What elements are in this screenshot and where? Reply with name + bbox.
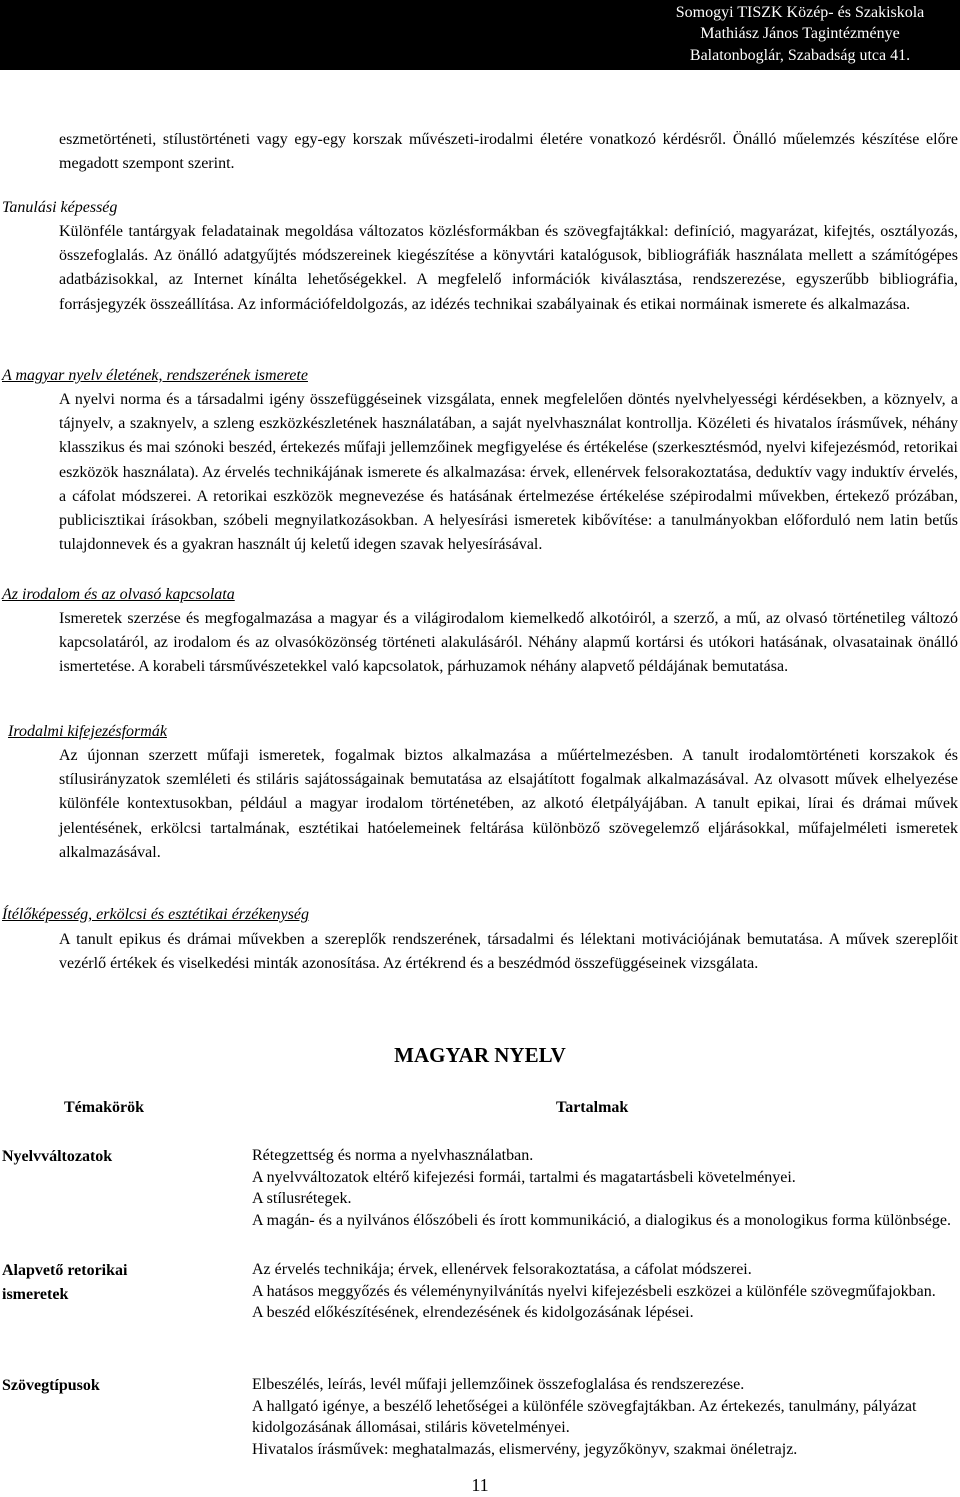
page-header — [0, 0, 960, 70]
header-school-name: Somogyi TISZK Közép- és Szakiskola — [675, 4, 925, 21]
paragraph-irodalom-olvaso: Ismeretek szerzése és megfogalmazása a magyar és a világirodalom kiemelkedő alkotóiról, a szerző, a mű, az olvasó történetileg változó kapcsolatáról, az irodalom és az olvasóközönség történeti alakulásáról. Néhány alapmű kortársi és utókori hatásának, olvasatainak önálló ismertetése. A korabeli társművészetekkel való kapcsolatok, párhuzamok néhány alapvető példájának bemutatása. — [59, 610, 958, 676]
page-number: 11 — [471, 1475, 489, 1495]
paragraph-magyar-nyelv-elete: A nyelvi norma és a társadalmi igény összefüggéseinek vizsgálata, ennek megfelelően döntés nyelvhelyességi kérdésekben, a köznyelv, a tájnyelv, a szaknyelv, a szleng eszközkészletének használatában, a saját nyelvhasználat kontrollja. Közéleti és hivatalos írásművek, néhány klasszikus és mai szónoki beszéd, értekezés műfaji jellemzőinek megfigyelése és értékelése (szerkesztésmód, nyelvi kifejezésmód, retorikai eszközök használata). Az érvelés technikájának ismerete és alkalmazása: érvek, ellenérvek felsorakoztatása, deduktív vagy induktív érvelés, a cáfolat módszerei. A retorikai eszközök megnevezése és hatásának értelmezése értékelése szépirodalmi művekben, értekező prózában, publicisztikai írásokban, szóbeli megnyilatkozásokban. A helyesírási ismeretek kibővítése: a tanulmányokban előforduló nem latin betűs tulajdonnevek és a gyakran használt új keletű idegen szavak helyesírásával. — [59, 391, 958, 554]
heading-tanulasi-kepesseg: Tanulási képesség — [2, 199, 118, 216]
content-line: A stílusrétegek. — [252, 1190, 352, 1208]
content-line: Elbeszélés, leírás, levél műfaji jellemzőinek összefoglalása és rendszerezése. — [252, 1376, 745, 1393]
paragraph-tanulasi-kepesseg: Különféle tantárgyak feladatainak megoldása változatos közlésformákban és szövegfajtákkal: definíció, magyarázat, kifejtés, osztályozás, összefoglalás. Az önálló adatgyűjtés módszereinek kiegészítése a könyvtári katalógusok, bibliográfiák használata mellett a számítógépes adatbázisokkal, az Internet kínálta lehetőségekkel. A megfelelő információk kiválasztása, rendszerezése, egyszerűbb bibliográfia, forrásjegyzék összeállítása. Az információfeldolgozás, az idézés technikai szabályainak és etikai normáinak ismerete és alkalmazása. — [59, 223, 958, 313]
paragraph-itelokepesseg: A tanult epikus és drámai művekben a szereplők rendszerének, társadalmi és lélektani motivációjának bemutatása. A művek szereplőit vezérlő értékek és viselkedési minták azonosítása. Az értékrend és a beszédmód összefüggéseinek vizsgálata. — [59, 931, 958, 973]
header-address: Balatonboglár, Szabadság utca 41. — [689, 47, 911, 64]
content-line: A hatásos meggyőzés és véleménynyilvánítás nyelvi kifejezésbeli eszközei a különféle szövegműfajokban. — [252, 1282, 936, 1300]
topic-szovegtipusok: Szövegtípusok — [2, 1377, 100, 1394]
content-szovegtipusok — [252, 1374, 958, 1461]
paragraph-irodalmi-kifejezesformak: Az újonnan szerzett műfaji ismeretek, fogalmak biztos alkalmazása a műértelmezésben. A tanult irodalomtörténeti korszakok és stílusirányzatok szemléleti és stiláris sajátosságainak bemutatása az elsajátított fogalmak alkalmazásával. Az olvasott művek elhelyezése különféle kontextusokban, például a magyar irodalom történetében, az alkotó életpályájában. A tanult epikai, lírai és drámai művek jelentésének, erkölcsi tartalmának, esztétikai hatóelemeinek feltárása különböző szövegelemző eljárásokkal, műfajelméleti ismeretek alkalmazásával. — [59, 747, 958, 861]
intro-paragraph: eszmetörténeti, stílustörténeti vagy egy-egy korszak művészeti-irodalmi életére vonatkozó kérdésről. Önálló műelemzés készítése előre megadott szempont szerint. — [59, 131, 958, 173]
content-line: A nyelvváltozatok eltérő kifejezési formái, tartalmi és magatartásbeli követelményei. — [252, 1168, 796, 1186]
heading-magyar-nyelv-elete: A magyar nyelv életének, rendszerének ismerete — [2, 367, 308, 384]
content-line: A beszéd előkészítésének, elrendezésének és kidolgozásának lépései. — [252, 1304, 694, 1322]
content-line: Rétegzettség és norma a nyelvhasználatban. — [252, 1147, 534, 1164]
content-line: Hivatalos írásművek: meghatalmazás, elismervény, jegyzőkönyv, szakmai önéletrajz. — [252, 1441, 798, 1459]
header-branch-name: Mathiász János Tagintézménye — [700, 25, 900, 42]
topic-alapveto-retorikai-ismeretek: Alapvető retorikai ismeretek — [2, 1262, 128, 1303]
section-title: MAGYAR NYELV — [394, 1043, 566, 1067]
content-alapveto-retorikai-ismeretek — [252, 1259, 958, 1324]
column-header-temakorok: Témakörök — [64, 1099, 144, 1116]
heading-irodalom-olvaso: Az irodalom és az olvasó kapcsolata — [2, 586, 235, 603]
content-line: Az érvelés technikája; érvek, ellenérvek felsorakoztatása, a cáfolat módszerei. — [252, 1261, 752, 1278]
column-header-tartalmak: Tartalmak — [556, 1099, 629, 1116]
heading-irodalmi-kifejezesformak: Irodalmi kifejezésformák — [8, 723, 167, 740]
content-line: A magán- és a nyilvános élőszóbeli és írott kommunikáció, a dialogikus és a monologikus forma különbsége. — [252, 1212, 951, 1230]
heading-itelokepesseg: Ítélőképesség, erkölcsi és esztétikai érzékenység — [2, 906, 309, 923]
content-line: A hallgató igénye, a beszélő lehetőségei a különféle szövegfajtákban. Az értekezés, tanulmány, pályázat kidolgozásának állomásai, stiláris követelményei. — [252, 1397, 917, 1437]
topic-nyelvvaltozatok: Nyelvváltozatok — [2, 1148, 113, 1165]
content-nyelvvaltozatok — [252, 1145, 958, 1232]
